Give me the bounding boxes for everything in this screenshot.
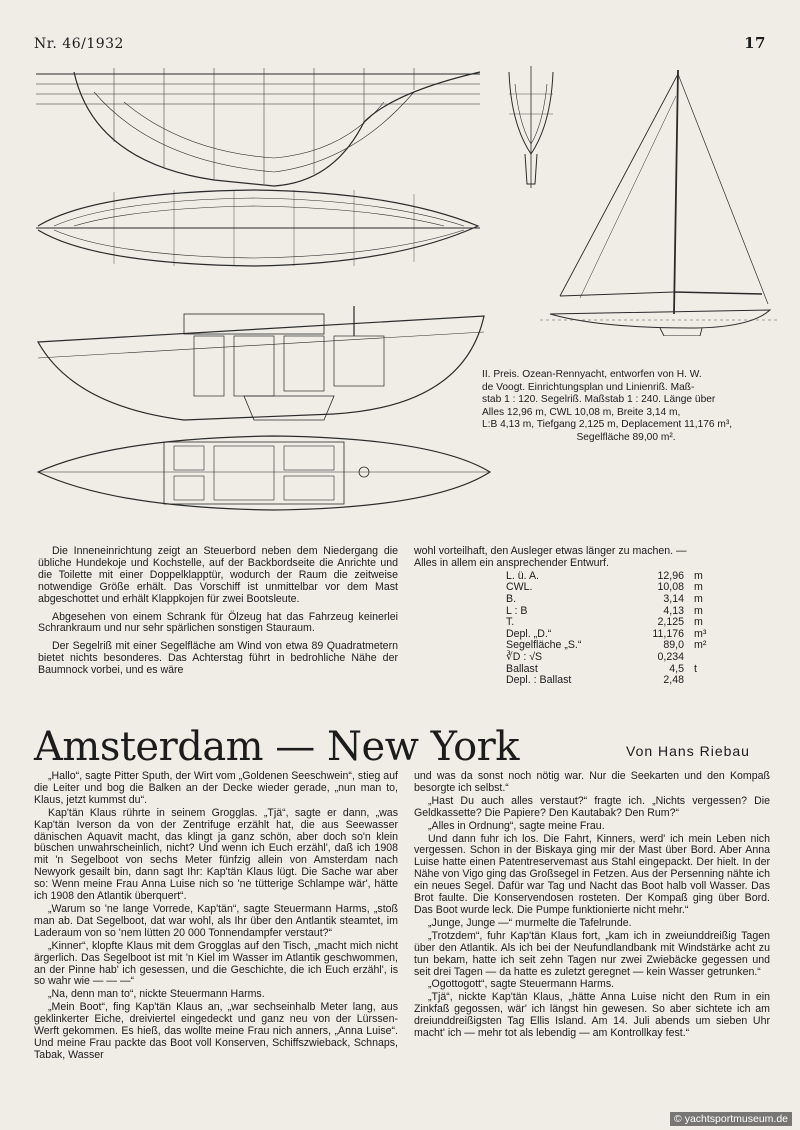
caption-line: Alles 12,96 m, CWL 10,08 m, Breite 3,14 m,: [482, 406, 681, 418]
spec-row: [506, 675, 724, 687]
article-title: Amsterdam — New York: [34, 724, 520, 770]
watermark: © yachtsportmuseum.de: [670, 1112, 792, 1126]
design-review-left-column: [38, 546, 398, 683]
spec-unit: m: [694, 569, 703, 582]
paragraph: „Mein Boot“, fing Kap'tän Klaus an, „war sechseinhalb Meter lang, aus geklinkerter Eiche, dreiviertel eingedeckt und ganz neu von der Lürssen-Werft gekommen. Es hieß, das wollte meine Frau nich anners, „Anna Luise“. Und meine Frau packte das Boot voll Konserven, Schiffszwieback, Schnaps, Tabak, Wasser: [34, 1001, 398, 1061]
paragraph: „Alles in Ordnung“, sagte meine Frau.: [428, 819, 605, 832]
caption-line: stab 1 : 120. Segelriß. Maßstab 1 : 240. Länge über: [482, 394, 716, 406]
page-number: 17: [744, 34, 766, 52]
spec-unit: t: [694, 662, 697, 675]
spec-row: [506, 582, 724, 594]
spec-value: 11,176: [652, 627, 684, 640]
lines-plan-profile-drawing: [34, 62, 482, 190]
caption-line: Segelfläche 89,00 m².: [576, 431, 676, 443]
accommodation-plan-view-drawing: [34, 430, 494, 514]
spec-value: 0,234: [657, 650, 684, 663]
paragraph: „Na, denn man to“, nickte Steuermann Harms.: [48, 988, 265, 1001]
sail-plan-drawing: [540, 66, 780, 336]
caption-line: de Voogt. Einrichtungsplan und Linienriß. Maß-: [482, 381, 695, 393]
spec-value: 2,48: [663, 674, 684, 687]
article-right-column: [414, 771, 770, 1041]
paragraph: „Trotzdem“, fuhr Kap'tän Klaus fort, „kam ich in zweiunddreißig Tagen über den Atlantik. Als ich bei der Neufundlandbank mit Windstärke acht zu tun bekam, hatte ich seit zehn Tagen nur zwei Zwiebäcke gegessen und seit drei Tagen — da hatte es zuletzt geregnet — kein Wasser getrunken.“: [414, 929, 770, 978]
spec-unit: m²: [694, 639, 707, 652]
spec-row: [506, 571, 724, 583]
spec-label: ∛D : √S: [506, 650, 543, 663]
article-author: Von Hans Riebau: [626, 743, 750, 759]
paragraph: „Tjä“, nickte Kap'tän Klaus, „hätte Anna Luise nicht den Rum in ein Zinkfaß gegossen, wär' ich längst hin gewesen. So aber sichtete ich am dreiunddreißigsten Tag Ellis Island. Am 14. Juli abends um sieben Uhr macht' ich — mehr tot als lebendig — am Kontrollkay fest.“: [414, 991, 770, 1040]
paragraph: und was da sonst noch nötig war. Nur die Seekarten und den Kompaß besorgte ich selbst.“: [414, 770, 770, 794]
spec-value: 10,08: [657, 581, 684, 594]
spec-value: 89,0: [663, 639, 684, 652]
spec-row: [506, 606, 724, 618]
paragraph: „Ogottogott“, sagte Steuermann Harms.: [428, 978, 615, 991]
spec-unit: m: [694, 616, 703, 629]
figure-caption: [482, 369, 770, 445]
spec-value: 4,13: [663, 604, 684, 617]
spec-label: Ballast: [506, 662, 538, 675]
spec-label: Depl. „D.“: [506, 627, 552, 640]
spec-unit: [694, 652, 724, 664]
paragraph: „Kinner“, klopfte Klaus mit dem Grogglas auf den Tisch, „macht mich nicht ärgerlich. Das Segelboot ist mit 'n Kiel im Wasser im Atlantik geschwommen, an der Pinne hab' ich gesessen, und die Geschichte, die ich Euch erzähl', is so wahr wie — — —“: [34, 939, 398, 988]
paragraph: Kap'tän Klaus rührte in seinem Grogglas. „Tjä“, sagte er dann, „was Kap'tän Iverson da von der Zentrifuge erzählt hat, die aus Seewasser dänischen Aquavit macht, das klingt ja ganz schön, aber doch so'n klein büschen unwahrscheinlich, nicht? Und wenn ich Euch erzähl', daß ich 1908 mit 'n Segelboot von sechs Meter fünfzig allein von Amsterdam nach Newyork gesailt bin, dann sagt Ihr: Kap'tän Klaus lügt. Die Sache war aber so: Wenn meine Frau Anna Luise nich so 'ne tütterige Schlampe wär', hätte ich 1908 den Atlantik überquert“.: [34, 806, 398, 903]
text-line: Alles in allem ein ansprechender Entwurf.: [414, 556, 609, 569]
spec-value: 2,125: [657, 616, 684, 629]
spec-unit: [694, 675, 724, 687]
spec-label: Depl. : Ballast: [506, 674, 572, 687]
issue-number: Nr. 46/1932: [34, 36, 124, 52]
spec-label: L : B: [506, 604, 528, 617]
paragraph: „Hast Du auch alles verstaut?“ fragte ich. „Nichts vergessen? Die Geldkassette? Die Papiere? Den Kautabak? Den Rum?“: [414, 794, 770, 819]
paragraph: Und dann fuhr ich los. Die Fahrt, Kinners, werd' ich mein Leben nich vergessen. Schon in der Biskaya ging mir der Mast über Bord. Aber Anna Luise hatte einen Patentreservemast aus Stahl eingepackt. Der hielt. In der Nähe von Vigo ging das Großsegel in Fetzen. Aus der Persenning nähte ich ein neues Segel. Dafür war Tag und Nacht das Boot halb voll Wasser. Das Brot faulte. Die Konservendosen rosteten. Der Kompaß ging über Bord. Das Boot wurde leck. Die Pumpe funktionierte nicht mehr.“: [414, 832, 770, 916]
spec-value: 12,96: [657, 569, 684, 582]
spec-label: T.: [506, 616, 515, 629]
spec-unit: m: [694, 593, 703, 605]
paragraph: „Warum so 'ne lange Vorrede, Kap'tän“, sagte Steuermann Harms, „stoß man ab. Dat Segelboot, dat war wohl, als Ihr über den Antlantik steamtet, im Laderaum von so 'nem lütten 20 000 Tonnendampfer verstaut?“: [34, 902, 398, 939]
paragraph: Der Segelriß mit einer Segelfläche am Wind von etwa 89 Quadratmetern bietet nichts besonderes. Das Achterstag führt in bedrohliche Nähe der Baumnock vorbei, und es wäre: [38, 640, 398, 677]
spec-unit: m: [694, 581, 703, 594]
text-line: wohl vorteilhaft, den Ausleger etwas länger zu machen. —: [414, 545, 687, 557]
spec-label: B.: [506, 593, 517, 605]
caption-line: II. Preis. Ozean-Rennyacht, entworfen von H. W.: [482, 369, 702, 380]
spec-label: L. ü. A.: [506, 569, 539, 582]
spec-unit: m: [694, 604, 703, 617]
caption-line: L:B 4,13 m, Tiefgang 2,125 m, Deplacement 11,176 m³,: [482, 419, 733, 431]
paragraph: „Hallo“, sagte Pitter Sputh, der Wirt vom „Goldenen Seeschwein“, stieg auf die Leiter und bog die Balken an der Decke wieder gerade, „nun man to, Klaus, jetzt kummst du“.: [34, 770, 398, 806]
paragraph: „Junge, Junge —“ murmelte die Tafelrunde.: [428, 916, 632, 929]
spec-value: 4,5: [669, 662, 684, 675]
spec-row: [506, 652, 724, 664]
specifications-table: [506, 571, 724, 687]
lines-plan-waterlines-drawing: [34, 186, 482, 270]
paragraph: Die Inneneinrichtung zeigt an Steuerbord neben dem Niedergang die übliche Hundekoje und Kochstelle, auf der Backbordseite die Anrichte und die Toilette mit einer Doppelklapptür, wodurch der Raum die zeitweise notwendige Größe erhält. Das Vorschiff ist unmittelbar vor dem Mast abgeschottet und erhält Klappkojen für zwei Bootsleute.: [38, 545, 398, 605]
article-left-column: [34, 771, 398, 1063]
spec-row: [506, 594, 724, 606]
spec-unit: m³: [694, 627, 707, 640]
design-review-right-column: [414, 546, 770, 687]
spec-label: Segelfläche „S.“: [506, 639, 582, 652]
spec-label: CWL.: [506, 581, 533, 594]
paragraph: Abgesehen von einem Schrank für Ölzeug hat das Fahrzeug keinerlei Schrankraum und nur sehr spärlichen sonstigen Stauraum.: [38, 610, 398, 635]
accommodation-profile-drawing: [34, 296, 494, 426]
spec-value: 3,14: [663, 593, 684, 605]
